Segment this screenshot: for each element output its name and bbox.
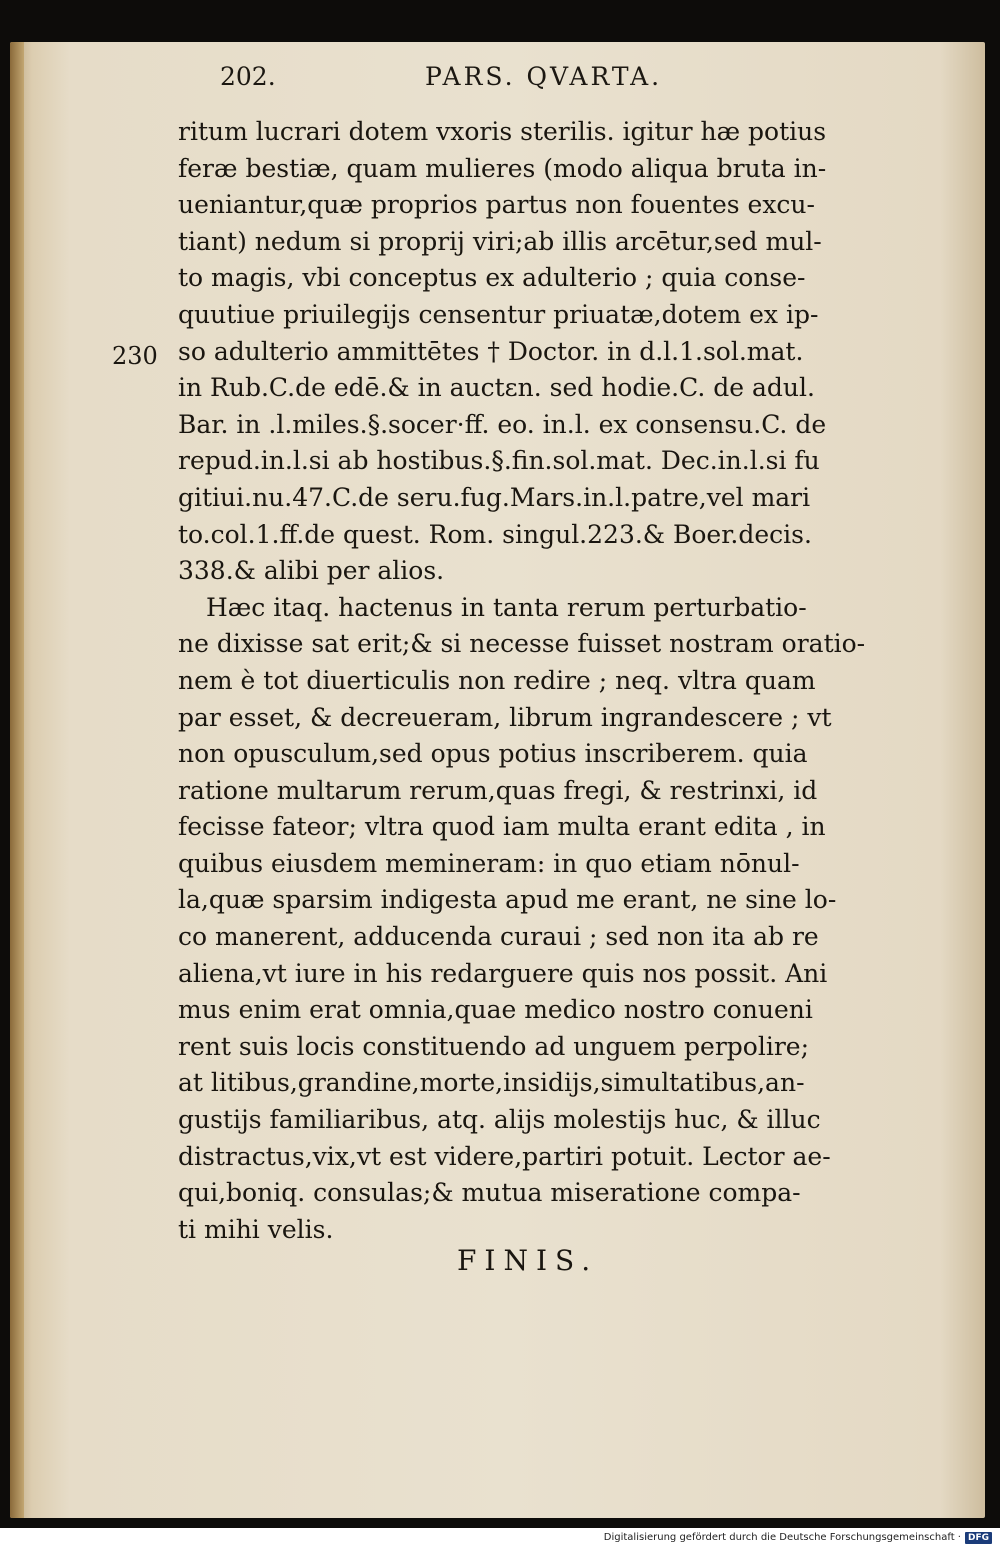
text-line: quibus eiusdem memineram: in quo etiam nōnul- <box>178 848 800 878</box>
text-line: Bar. in .l.miles.§.socer·ff. eo. in.l. ex consensu.C. de <box>178 409 827 439</box>
text-line: non opusculum,sed opus potius inscriberem. quia <box>178 739 808 769</box>
footer-credit-bar <box>604 1529 992 1546</box>
text-line: ne dixisse sat erit;& si necesse fuisset nostram oratio- <box>178 629 866 659</box>
dfg-logo-icon: DFG <box>965 1532 992 1544</box>
running-header <box>220 62 740 96</box>
running-title: PARS. QVARTA. <box>425 62 663 91</box>
text-line: ratione multarum rerum,quas fregi, & restrinxi, id <box>178 775 818 805</box>
text-line: par esset, & decreueram, librum ingrandescere ; vt <box>178 702 832 732</box>
marginal-note: 230 <box>112 342 158 370</box>
text-line: tiant) nedum si proprij viri;ab illis arcētur,sed mul- <box>178 226 822 256</box>
text-line: co manerent, adducenda curaui ; sed non ita ab re <box>178 922 819 952</box>
text-line: feræ bestiæ, quam mulieres (modo aliqua bruta in- <box>178 153 827 183</box>
body-text <box>178 114 893 1248</box>
finis-mark: FINIS. <box>457 1244 599 1277</box>
text-line: mus enim erat omnia,quae medico nostro conueni <box>178 995 813 1025</box>
text-line: distractus,vix,vt est videre,partiri potuit. Lector ae- <box>178 1141 831 1171</box>
text-line: nem è tot diuerticulis non redire ; neq. vltra quam <box>178 665 816 695</box>
text-line: in Rub.C.de edē.& in auctεn. sed hodie.C. de adul. <box>178 373 815 403</box>
text-line: ueniantur,quæ proprios partus non fouentes excu- <box>178 190 815 220</box>
text-line: quutiue priuilegijs censentur priuatæ,dotem ex ip- <box>178 299 819 329</box>
text-line: ritum lucrari dotem vxoris sterilis. igitur hæ potius <box>178 117 827 146</box>
text-line: gustijs familiaribus, atq. alijs molestijs huc, & illuc <box>178 1105 821 1135</box>
text-line: fecisse fateor; vltra quod iam multa erant edita , in <box>178 812 826 842</box>
footer-credit: Digitalisierung gefördert durch die Deutsche Forschungsgemeinschaft · <box>603 1532 961 1543</box>
text-line: so adulterio ammittētes † Doctor. in d.l.1.sol.mat. <box>178 336 804 366</box>
text-line: to magis, vbi conceptus ex adulterio ; quia conse- <box>178 263 806 293</box>
text-line: la,quæ sparsim indigesta apud me erant, ne sine lo- <box>178 885 837 915</box>
text-line: qui,boniq. consulas;& mutua miseratione compa- <box>178 1178 801 1208</box>
text-line: rent suis locis constituendo ad unguem perpolire; <box>178 1031 810 1061</box>
page-number: 202. <box>220 62 276 91</box>
text-line: ti mihi velis. <box>178 1214 334 1244</box>
text-line: 338.& alibi per alios. <box>178 556 445 586</box>
text-line: to.col.1.ff.de quest. Rom. singul.223.& Boer.decis. <box>178 519 812 549</box>
page-spine-edge <box>10 42 24 1518</box>
text-line: aliena,vt iure in his redarguere quis nos possit. Ani <box>178 958 828 988</box>
text-line: gitiui.nu.47.C.de seru.fug.Mars.in.l.patre,vel mari <box>178 482 811 512</box>
text-line: Hæc itaq. hactenus in tanta rerum perturbatio- <box>206 592 807 622</box>
text-line: at litibus,grandine,morte,insidijs,simultatibus,an- <box>178 1068 805 1098</box>
text-line: repud.in.l.si ab hostibus.§.fin.sol.mat. Dec.in.l.si fu <box>178 446 820 476</box>
